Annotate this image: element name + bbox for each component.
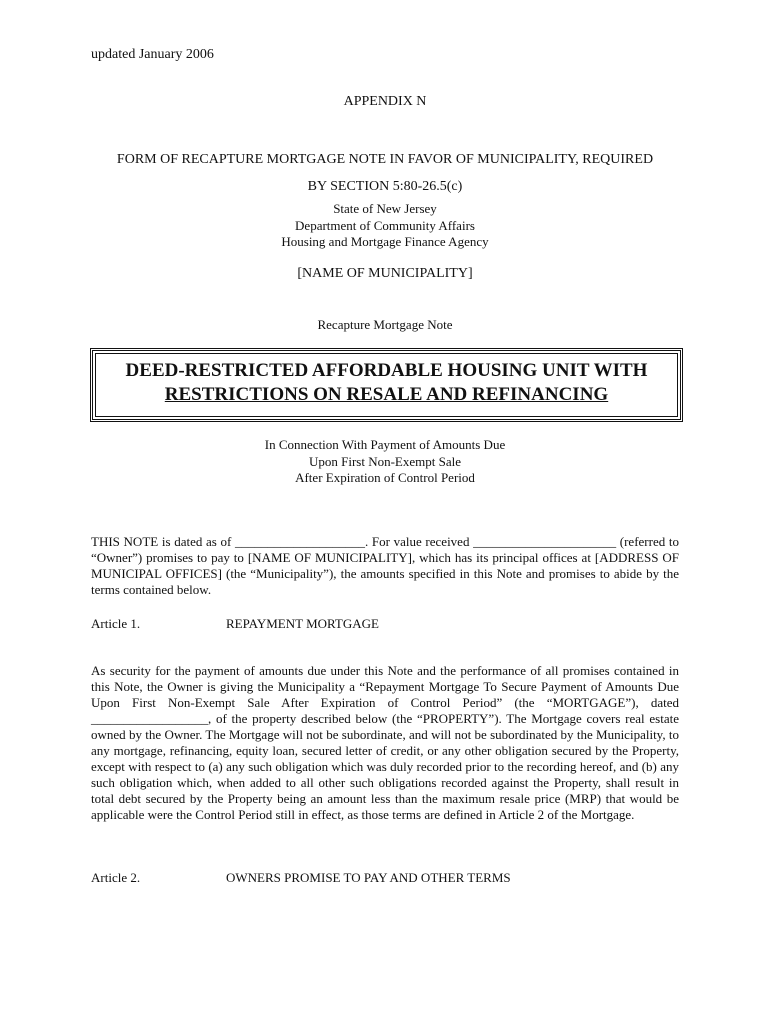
article-1-paragraph: As security for the payment of amounts due under this Note and the performance of all promises contained in this Note, the Owner is giving the Municipality a “Repayment Mortgage To Secure Payment of Amounts Due Upon First Non-Exempt Sale After Expiration of Control Period” (the “MORTGAGE”), dated __________________, of the property described below (the “PROPERTY”). The Mortgage covers real estate owned by the Owner. The Mortgage will not be subordinate, and will not be subordinated by the Municipality, to any mortgage, refinancing, equity loan, secured letter of credit, or any other obligation secured by the Property, except with respect to (a) any such obligation which was duly recorded prior to the recording hereof, and (b) any such obligation which, when added to all other such obligations recorded against the Property, shall result in total debt secured by the Property being an amount less than the maximum resale price (MRP) that would be applicable were the Control Period still in effect, as those terms are defined in Article 2 of the Mortgage. [91,663,679,822]
form-title-line-2: BY SECTION 5:80-26.5(c) [307,179,463,194]
connection-line: Upon First Non-Exempt Sale [308,453,461,469]
article-1-heading [91,616,379,632]
article-number: Article 1. [91,616,141,631]
municipality-name: [NAME OF MUNICIPALITY] [297,266,473,281]
article-title: OWNERS PROMISE TO PAY AND OTHER TERMS [226,870,511,885]
connection-line: After Expiration of Control Period [295,470,475,485]
updated-date: updated January 2006 [91,47,214,62]
intro-paragraph: THIS NOTE is dated as of ____________________. For value received ______________________ (referred to “Owner”) promises to pay to [NAME OF MUNICIPALITY], which has its principal offices at [ADDRESS OF MUNICIPAL OFFICES] (the “Municipality”), the amounts specified in this Note and promises to abide by the terms contained below. [91,534,679,597]
article-title: REPAYMENT MORTGAGE [226,616,379,631]
boxed-heading [90,348,683,422]
agency-block [0,201,770,251]
heading-line-1: DEED-RESTRICTED AFFORDABLE HOUSING UNIT WITH [125,360,648,381]
form-title [60,146,710,200]
agency-line: Department of Community Affairs [295,217,475,233]
heading-line-2: RESTRICTIONS ON RESALE AND REFINANCING [164,384,609,405]
form-title-line-1: FORM OF RECAPTURE MORTGAGE NOTE IN FAVOR OF MUNICIPALITY, REQUIRED [116,152,654,167]
article-2-heading [91,870,511,886]
appendix-label: APPENDIX N [343,94,427,109]
agency-line: State of New Jersey [333,201,437,216]
connection-line: In Connection With Payment of Amounts Due [264,437,506,452]
note-type: Recapture Mortgage Note [317,317,453,332]
heading-text [93,359,680,407]
article-number: Article 2. [91,870,141,885]
agency-line: Housing and Mortgage Finance Agency [281,234,489,249]
connection-block [0,437,770,487]
